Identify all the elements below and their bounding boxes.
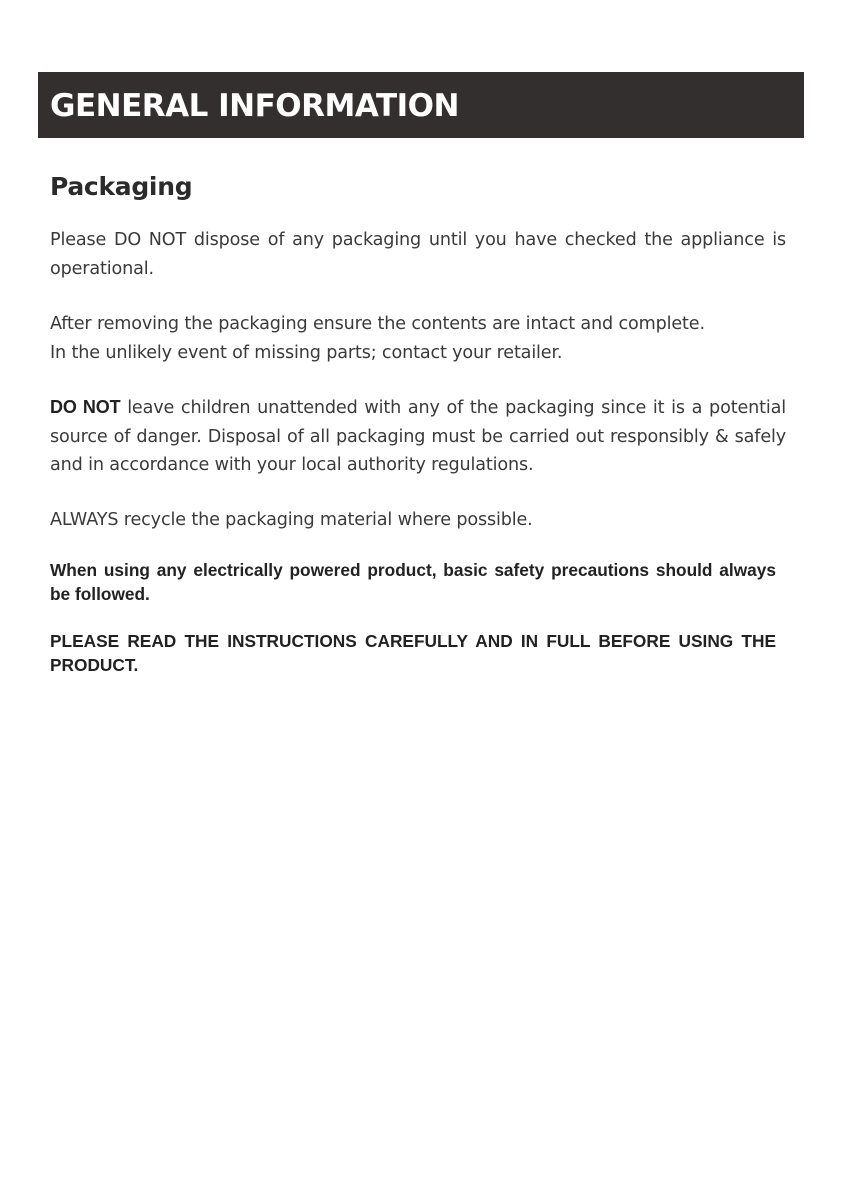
paragraph-check-contents-line-2: In the unlikely event of missing parts; contact your retailer. xyxy=(50,342,563,363)
paragraph-check-contents xyxy=(50,310,786,367)
page-title: GENERAL INFORMATION xyxy=(50,88,459,124)
do-not-emphasis: DO NOT xyxy=(50,397,121,417)
paragraph-children-warning xyxy=(50,393,786,480)
paragraph-dispose-warning: Please DO NOT dispose of any packaging until you have checked the appliance is operational. xyxy=(50,230,786,279)
paragraph-read-instructions: PLEASE READ THE INSTRUCTIONS CAREFULLY AND IN FULL BEFORE USING THE PRODUCT. xyxy=(50,631,776,675)
paragraph-recycle: ALWAYS recycle the packaging material where possible. xyxy=(50,510,533,530)
paragraph-safety-precautions: When using any electrically powered product, basic safety precautions should always be followed. xyxy=(50,560,776,604)
section-header-bar xyxy=(38,72,804,138)
children-warning-text: leave children unattended with any of the packaging since it is a potential source of danger. Disposal of all packaging must be carried out responsibly & safely and in accordance with your local authority regulations. xyxy=(50,398,786,475)
section-heading-packaging: Packaging xyxy=(50,172,193,201)
paragraph-check-contents-line-1: After removing the packaging ensure the contents are intact and complete. xyxy=(50,314,705,334)
